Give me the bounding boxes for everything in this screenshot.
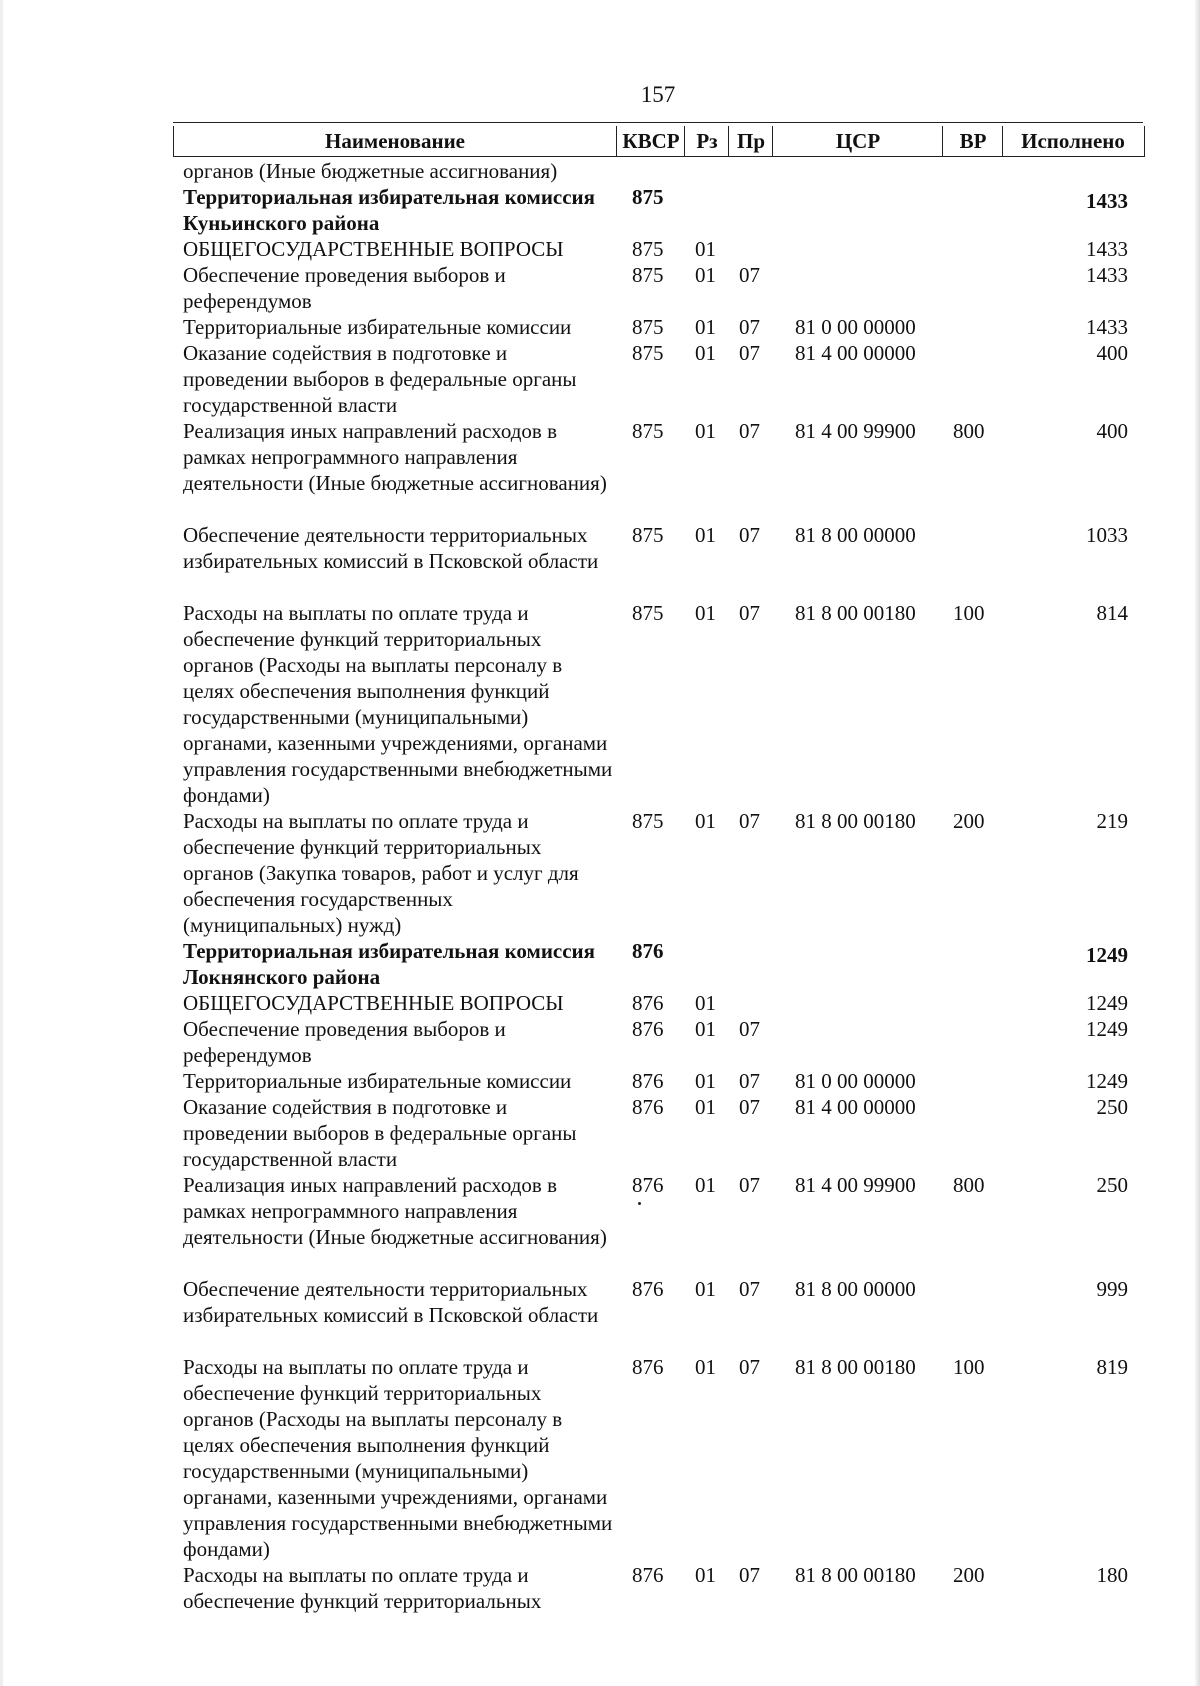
row-pr: 07 — [739, 523, 760, 547]
row-amount: 219 — [1096, 809, 1128, 833]
row-name: Расходы на выплаты по оплате труда и обеспечение функций территориальных органов (Расходы на выплаты персоналу в целях обеспечения выполнения функций государственными (муниципальными) органами, казенными учреждениями, органами управления государственными внебюджетными фондами) — [183, 1355, 613, 1561]
row-vr: 800 — [953, 419, 985, 443]
row-rz: 01 — [695, 1563, 716, 1587]
row-csr: 81 8 00 00180 — [795, 1563, 916, 1587]
row-amount: 1249 — [1086, 1017, 1128, 1041]
page-number: 157 — [640, 82, 676, 107]
table-row — [0, 990, 1200, 1016]
row-name: Территориальные избирательные комиссии — [183, 315, 572, 339]
row-name: органов (Иные бюджетные ассигнования) — [183, 159, 558, 183]
row-pr: 07 — [739, 1173, 760, 1197]
row-amount: 1033 — [1086, 523, 1128, 547]
row-csr: 81 4 00 00000 — [795, 1095, 916, 1119]
header-csr: ЦСР — [772, 126, 943, 156]
row-rz: 01 — [695, 1017, 716, 1041]
row-kvsr: 875 — [632, 237, 664, 261]
row-name: Оказание содействия в подготовке и проведении выборов в федеральные органы государственной власти — [183, 341, 577, 417]
row-rz: 01 — [695, 263, 716, 287]
row-csr: 81 4 00 00000 — [795, 341, 916, 365]
row-name: Расходы на выплаты по оплате труда и обеспечение функций территориальных органов (Расходы на выплаты персоналу в целях обеспечения выполнения функций государственными (муниципальными) органами, казенными учреждениями, органами управления государственными внебюджетными фондами) — [183, 601, 613, 807]
header-executed: Исполнено — [1002, 126, 1143, 156]
row-pr: 07 — [739, 1017, 760, 1041]
row-rz: 01 — [695, 523, 716, 547]
header-name: Наименование — [325, 129, 465, 153]
row-pr: 07 — [739, 601, 760, 625]
row-name: ОБЩЕГОСУДАРСТВЕННЫЕ ВОПРОСЫ — [183, 991, 564, 1015]
table-row — [0, 1562, 1200, 1614]
header-top-border — [173, 122, 1143, 123]
row-name: Обеспечение проведения выборов и референдумов — [183, 1017, 506, 1067]
table-row — [0, 1094, 1200, 1172]
row-kvsr: 875 — [632, 263, 664, 287]
table-row — [0, 314, 1200, 340]
table-header — [173, 126, 1145, 157]
row-rz: 01 — [695, 1277, 716, 1301]
table-row — [0, 522, 1200, 600]
row-kvsr: 875 — [632, 523, 664, 547]
row-amount: 1433 — [1086, 189, 1128, 213]
row-name: Расходы на выплаты по оплате труда и обеспечение функций территориальных — [183, 1563, 542, 1613]
row-rz: 01 — [695, 991, 716, 1015]
row-name: Территориальные избирательные комиссии — [183, 1069, 572, 1093]
row-pr: 07 — [739, 1563, 760, 1587]
row-amount: 250 — [1096, 1173, 1128, 1197]
row-name: Территориальная избирательная комиссия Куньинского района — [183, 185, 596, 235]
row-name: Реализация иных направлений расходов в рамках непрограммного направления деятельности (Иные бюджетные ассигнования) — [183, 419, 607, 495]
row-amount: 1433 — [1086, 315, 1128, 339]
row-rz: 01 — [695, 1173, 716, 1197]
row-csr: 81 8 00 00180 — [795, 1355, 916, 1379]
table-row — [0, 262, 1200, 314]
row-csr: 81 8 00 00180 — [795, 601, 916, 625]
row-rz: 01 — [695, 1069, 716, 1093]
row-vr: 800 — [953, 1173, 985, 1197]
table-row — [0, 938, 1200, 990]
row-amount: 814 — [1096, 601, 1128, 625]
row-amount: 1433 — [1086, 263, 1128, 287]
row-amount: 1249 — [1086, 943, 1128, 967]
row-pr: 07 — [739, 809, 760, 833]
table-row — [0, 236, 1200, 262]
row-vr: 200 — [953, 809, 985, 833]
row-name: Расходы на выплаты по оплате труда и обеспечение функций территориальных органов (Закупка товаров, работ и услуг для обеспечения государственных (муниципальных) нужд) — [183, 809, 579, 937]
row-name: Территориальная избирательная комиссия Локнянского района — [183, 939, 596, 989]
row-kvsr: 876 — [632, 1355, 664, 1379]
row-kvsr: 876 — [632, 1563, 664, 1587]
row-kvsr: 875 — [632, 601, 664, 625]
row-pr: 07 — [739, 263, 760, 287]
row-kvsr: 876 — [632, 1277, 664, 1301]
row-name: ОБЩЕГОСУДАРСТВЕННЫЕ ВОПРОСЫ — [183, 237, 564, 261]
row-rz: 01 — [695, 1355, 716, 1379]
table-row — [0, 1172, 1200, 1276]
row-amount: 1249 — [1086, 991, 1128, 1015]
row-pr: 07 — [739, 341, 760, 365]
row-rz: 01 — [695, 315, 716, 339]
row-rz: 01 — [695, 809, 716, 833]
row-pr: 07 — [739, 1277, 760, 1301]
row-name: Реализация иных направлений расходов в рамках непрограммного направления деятельности (Иные бюджетные ассигнования) — [183, 1173, 607, 1249]
row-rz: 01 — [695, 237, 716, 261]
row-amount: 1249 — [1086, 1069, 1128, 1093]
row-csr: 81 4 00 99900 — [795, 419, 916, 443]
table-row — [0, 808, 1200, 938]
row-vr: 200 — [953, 1563, 985, 1587]
row-amount: 180 — [1096, 1563, 1128, 1587]
row-pr: 07 — [739, 315, 760, 339]
row-amount: 400 — [1096, 341, 1128, 365]
row-kvsr: 875 — [632, 809, 664, 833]
row-kvsr: 876 — [632, 1069, 664, 1093]
row-pr: 07 — [739, 419, 760, 443]
row-amount: 1433 — [1086, 237, 1128, 261]
row-rz: 01 — [695, 419, 716, 443]
row-pr: 07 — [739, 1095, 760, 1119]
row-amount: 819 — [1096, 1355, 1128, 1379]
scan-speck — [638, 1202, 641, 1205]
row-name: Обеспечение деятельности территориальных избирательных комиссий в Псковской области — [183, 523, 599, 573]
table-row — [0, 418, 1200, 522]
row-kvsr: 876 — [632, 939, 664, 963]
row-rz: 01 — [695, 1095, 716, 1119]
row-name: Оказание содействия в подготовке и проведении выборов в федеральные органы государственной власти — [183, 1095, 577, 1171]
row-name: Обеспечение проведения выборов и референдумов — [183, 263, 506, 313]
table-row — [0, 1068, 1200, 1094]
row-csr: 81 4 00 99900 — [795, 1173, 916, 1197]
header-pr: Пр — [728, 126, 773, 156]
table-row — [0, 184, 1200, 236]
row-name: Обеспечение деятельности территориальных избирательных комиссий в Псковской области — [183, 1277, 599, 1327]
row-kvsr: 875 — [632, 341, 664, 365]
row-rz: 01 — [695, 341, 716, 365]
row-kvsr: 875 — [632, 315, 664, 339]
row-kvsr: 876 — [632, 1173, 664, 1197]
table-row — [0, 1016, 1200, 1068]
row-kvsr: 876 — [632, 1017, 664, 1041]
row-rz: 01 — [695, 601, 716, 625]
row-kvsr: 876 — [632, 1095, 664, 1119]
row-vr: 100 — [953, 1355, 985, 1379]
header-rz: Рз — [684, 126, 729, 156]
table-row — [0, 340, 1200, 418]
row-vr: 100 — [953, 601, 985, 625]
table-row — [0, 600, 1200, 808]
row-kvsr: 876 — [632, 991, 664, 1015]
row-amount: 999 — [1096, 1277, 1128, 1301]
row-pr: 07 — [739, 1069, 760, 1093]
table-row — [0, 158, 1200, 184]
row-kvsr: 875 — [632, 185, 664, 209]
table-row — [0, 1354, 1200, 1562]
header-kvsr: КВСР — [616, 126, 685, 156]
row-amount: 250 — [1096, 1095, 1128, 1119]
row-csr: 81 8 00 00000 — [795, 1277, 916, 1301]
table-row — [0, 1276, 1200, 1354]
row-csr: 81 0 00 00000 — [795, 315, 916, 339]
row-amount: 400 — [1096, 419, 1128, 443]
row-csr: 81 8 00 00000 — [795, 523, 916, 547]
header-vr: ВР — [942, 126, 1003, 156]
row-csr: 81 8 00 00180 — [795, 809, 916, 833]
row-csr: 81 0 00 00000 — [795, 1069, 916, 1093]
row-kvsr: 875 — [632, 419, 664, 443]
table-body — [0, 158, 1200, 1614]
row-pr: 07 — [739, 1355, 760, 1379]
